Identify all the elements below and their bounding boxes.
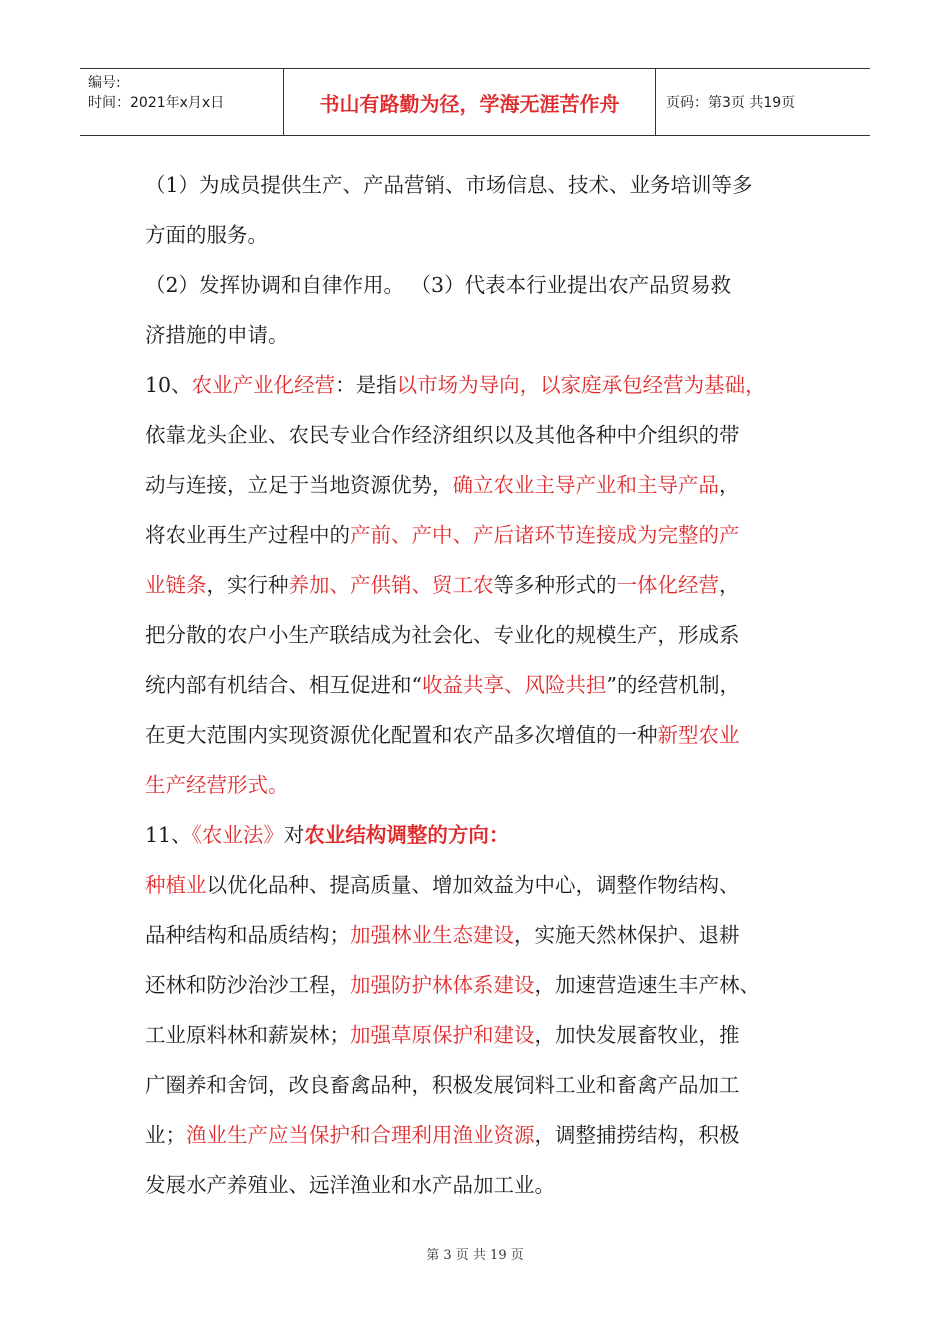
highlight-text: 生产经营形式。	[145, 773, 289, 797]
text-segment: ：是指	[335, 373, 397, 397]
text-line	[145, 1110, 810, 1160]
text-segment: ，实施天然林保护、退耕	[514, 923, 740, 947]
text-line	[145, 1010, 810, 1060]
text-line	[145, 210, 810, 260]
text-segment: ”的经营机制，	[606, 673, 740, 697]
text-line	[145, 710, 810, 760]
text-line	[145, 160, 810, 210]
highlight-text: 业链条	[145, 573, 207, 597]
text-segment: （1）为成员提供生产、产品营销、市场信息、技术、业务培训等多	[145, 173, 753, 197]
text-segment: 动与连接，立足于当地资源优势，	[145, 473, 453, 497]
highlight-text: 确立农业主导产业和主导产品	[452, 473, 719, 497]
item-number: 11、	[145, 823, 192, 847]
text-line	[145, 1160, 810, 1210]
text-segment: 还林和防沙治沙工程，	[145, 973, 350, 997]
text-segment: ，	[719, 573, 740, 597]
highlight-text: 加强林业生态建设	[350, 923, 514, 947]
text-line	[145, 760, 810, 810]
text-line	[145, 360, 810, 410]
text-segment: （2）发挥协调和自律作用。 （3）代表本行业提出农产品贸易救	[145, 273, 732, 297]
text-line	[145, 960, 810, 1010]
highlight-text: 渔业生产应当保护和合理利用渔业资源	[186, 1123, 535, 1147]
text-line	[145, 1060, 810, 1110]
text-segment: 方面的服务。	[145, 223, 268, 247]
highlight-text: 以市场为导向，以家庭承包经营为基础，	[396, 373, 766, 397]
text-line	[145, 560, 810, 610]
text-line	[145, 610, 810, 660]
text-line	[145, 410, 810, 460]
document-body	[145, 160, 810, 1210]
highlight-text: 收益共享、风险共担	[421, 673, 607, 697]
text-segment: 统内部有机结合、相互促进和“	[145, 673, 422, 697]
header-motto: 书山有路勤为径，学海无涯苦作舟	[283, 69, 656, 135]
text-segment: ，实行种	[206, 573, 289, 597]
highlight-text: 加强草原保护和建设	[350, 1023, 535, 1047]
highlight-term: 种植业	[145, 873, 207, 897]
text-segment: ，加快发展畜牧业，推	[534, 1023, 740, 1047]
text-segment: 对	[283, 823, 305, 847]
highlight-text: 养加、产供销、贸工农	[288, 573, 494, 597]
text-segment: 等多种形式的	[493, 573, 617, 597]
text-segment: ，加速营造速生丰产林、	[534, 973, 760, 997]
text-line	[145, 860, 810, 910]
text-line	[145, 460, 810, 510]
text-segment: 品种结构和品质结构；	[145, 923, 350, 947]
text-line	[145, 660, 810, 710]
text-line	[145, 260, 810, 310]
text-line	[145, 310, 810, 360]
text-segment: 将农业再生产过程中的	[145, 523, 350, 547]
page-header	[80, 68, 870, 136]
highlight-term: 《农业法》	[191, 823, 284, 847]
text-segment: 以优化品种、提高质量、增加效益为中心，调整作物结构、	[206, 873, 740, 897]
text-segment: 广圈养和舍饲，改良畜禽品种，积极发展饲料工业和畜禽产品加工	[145, 1073, 740, 1097]
highlight-heading: 农业结构调整的方向：	[304, 823, 510, 847]
header-page-info: 页码：第3页 共19页	[666, 95, 796, 111]
text-line	[145, 510, 810, 560]
header-meta	[80, 69, 283, 135]
text-segment: 把分散的农户小生产联结成为社会化、专业化的规模生产，形成系	[145, 623, 740, 647]
text-line	[145, 810, 810, 860]
highlight-text: 产前、产中、产后诸环节连接成为完整的产	[350, 523, 740, 547]
text-segment: 依靠龙头企业、农民专业合作经济组织以及其他各种中介组织的带	[145, 423, 740, 447]
item-number: 10、	[145, 373, 192, 397]
highlight-text: 一体化经营	[616, 573, 719, 597]
page-footer: 第 3 页 共 19 页	[426, 1248, 524, 1263]
document-number-label: 编号:	[88, 75, 121, 91]
highlight-text: 新型农业	[657, 723, 740, 747]
text-segment: ，	[719, 473, 740, 497]
text-segment: 业；	[145, 1123, 186, 1147]
document-time-label: 时间：2021年x月x日	[88, 95, 225, 111]
text-segment: 发展水产养殖业、远洋渔业和水产品加工业。	[145, 1173, 555, 1197]
highlight-text: 加强防护林体系建设	[350, 973, 535, 997]
highlight-term: 农业产业化经营	[191, 373, 336, 397]
text-segment: ，调整捕捞结构，积极	[534, 1123, 740, 1147]
text-segment: 济措施的申请。	[145, 323, 289, 347]
text-segment: 工业原料林和薪炭林；	[145, 1023, 350, 1047]
text-segment: 在更大范围内实现资源优化配置和农产品多次增值的一种	[145, 723, 658, 747]
text-line	[145, 910, 810, 960]
